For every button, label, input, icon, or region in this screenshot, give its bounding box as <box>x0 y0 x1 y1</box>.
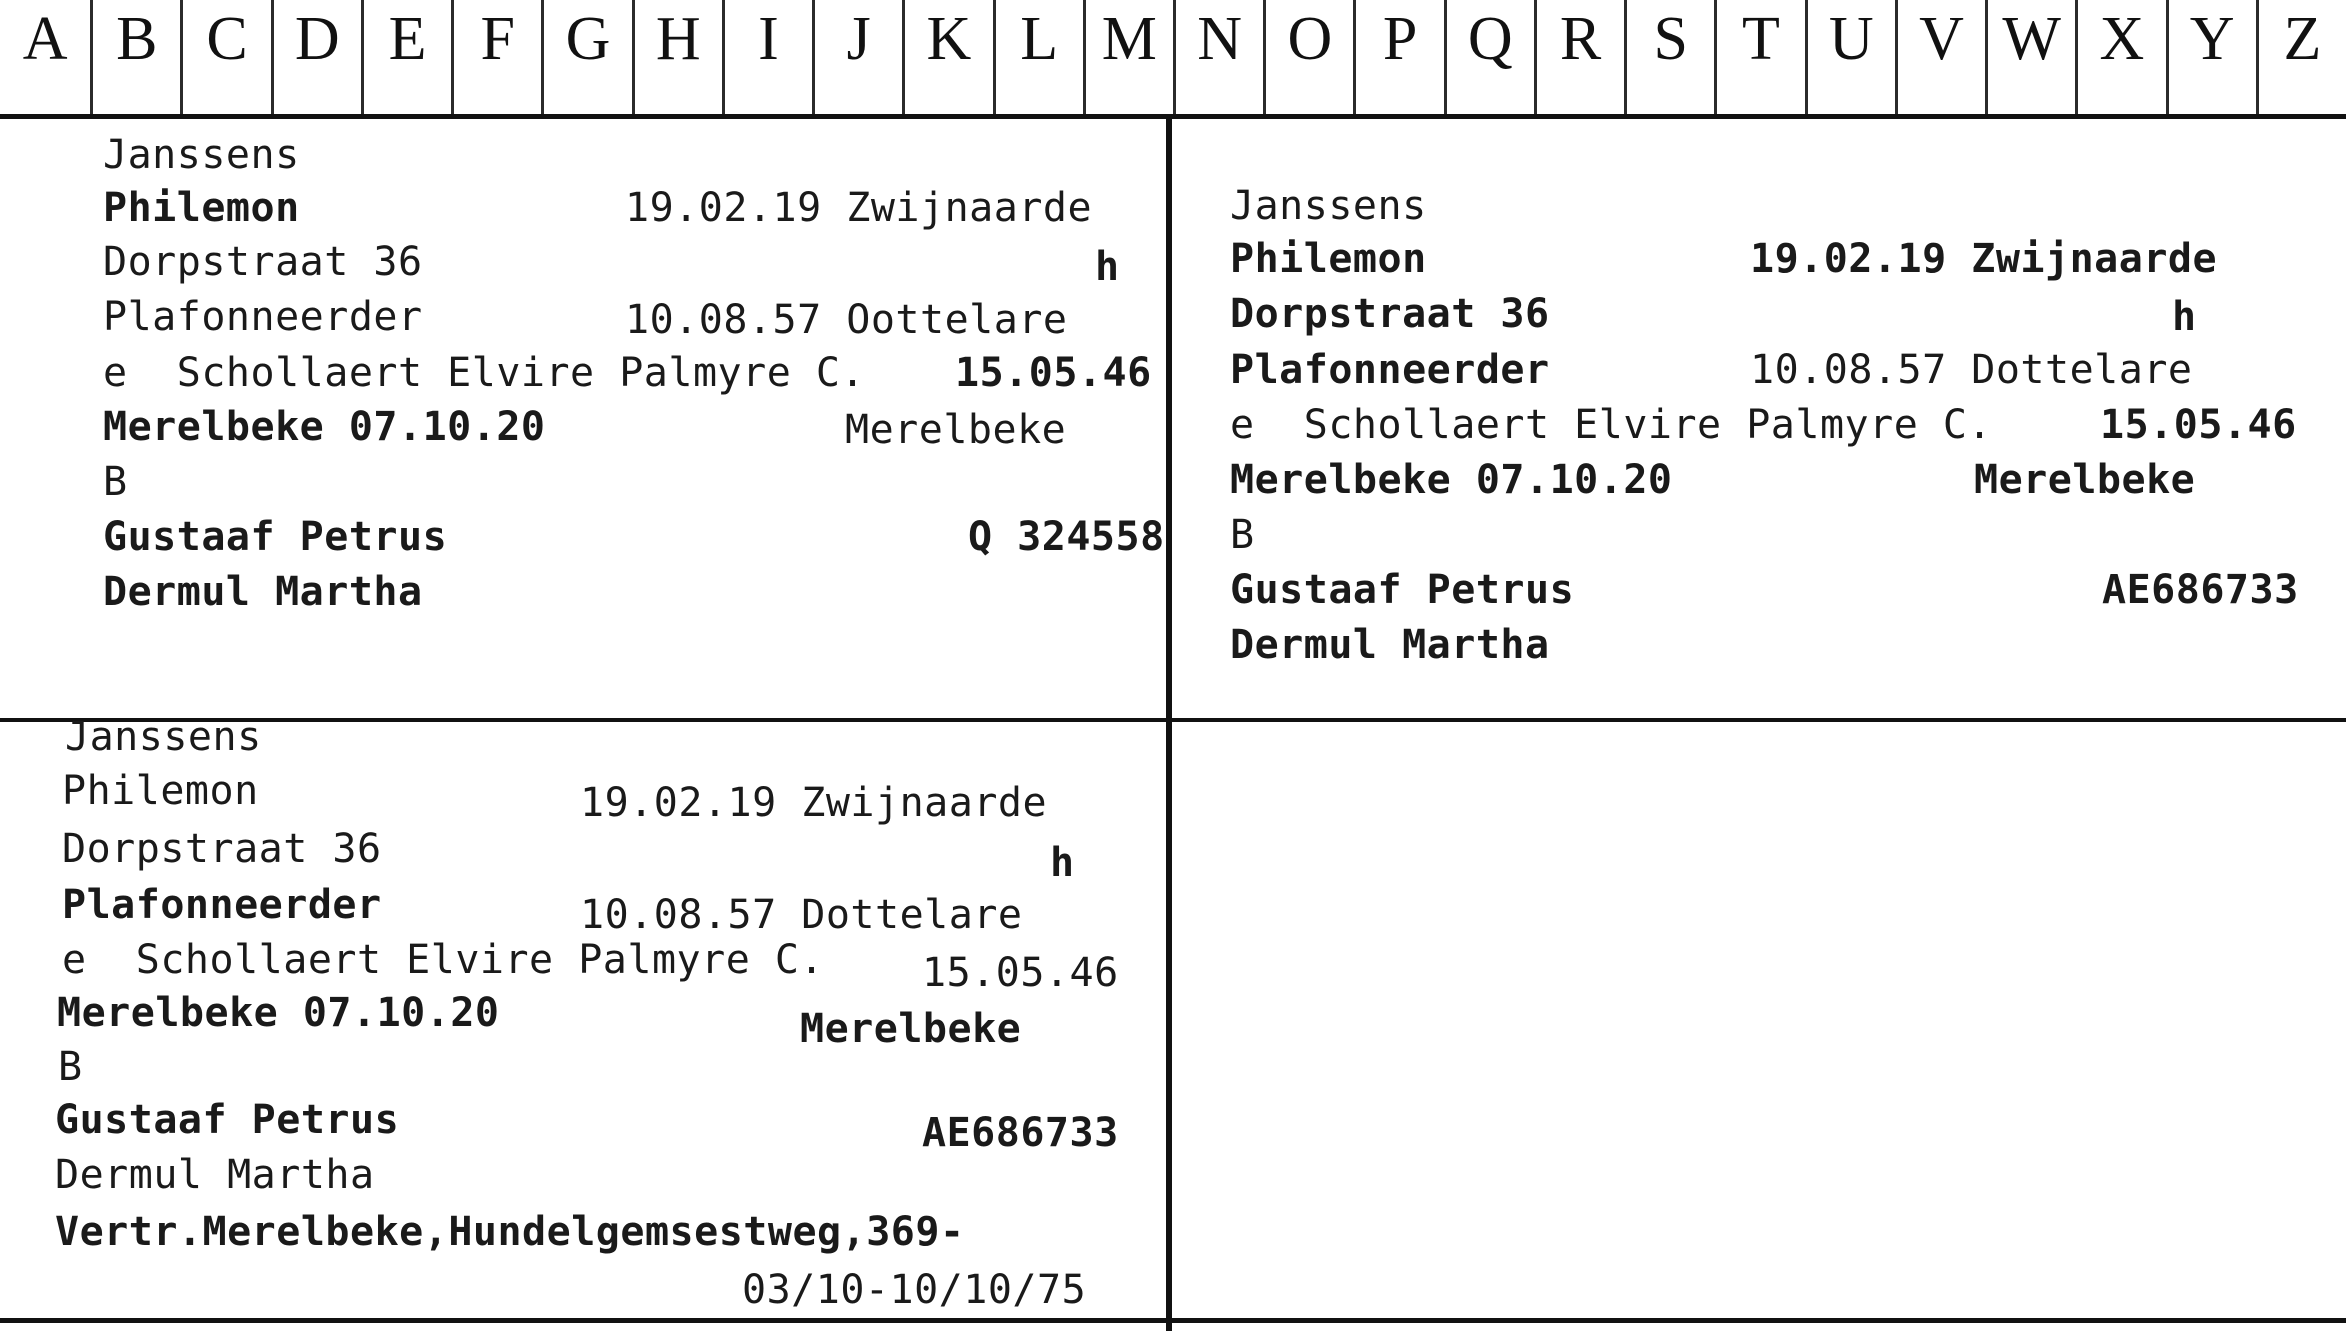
alphabet-tab-m: M <box>1083 0 1173 115</box>
alphabet-tab-y: Y <box>2166 0 2256 115</box>
card-spouse-date: 15.05.46 <box>2100 402 2297 448</box>
card-marker-b: B <box>103 459 128 505</box>
alphabet-tab-f: F <box>451 0 541 115</box>
card-marker-h: h <box>1050 840 1075 886</box>
card-profession: Plafonneerder <box>1230 347 1550 393</box>
card-marker-h: h <box>2172 294 2197 340</box>
card-firstname: Philemon <box>62 768 259 814</box>
card-spouse: e Schollaert Elvire Palmyre C. <box>62 937 825 983</box>
card-marker-h: h <box>1095 244 1120 290</box>
card-departure-date: 03/10-10/10/75 <box>742 1267 1087 1313</box>
card-mother: Dermul Martha <box>103 569 423 615</box>
card-marriage: 10.08.57 Oottelare <box>625 297 1068 343</box>
card-firstname: Philemon <box>1230 236 1427 282</box>
alphabet-tab-x: X <box>2075 0 2165 115</box>
card-spouse-birth: Merelbeke 07.10.20 <box>103 404 546 450</box>
alphabet-tab-h: H <box>632 0 722 115</box>
card-mother: Dermul Martha <box>1230 622 1550 668</box>
alphabet-tab-e: E <box>361 0 451 115</box>
card-spouse: e Schollaert Elvire Palmyre C. <box>103 350 866 396</box>
card-marker-b: B <box>1230 512 1255 558</box>
card-spouse-birth: Merelbeke 07.10.20 <box>1230 457 1673 503</box>
card-spouse-birthplace: Merelbeke <box>845 407 1067 453</box>
alphabet-tab-d: D <box>271 0 361 115</box>
card-spouse-birthplace: Merelbeke <box>800 1006 1022 1052</box>
alphabet-tab-c: C <box>180 0 270 115</box>
card-father: Gustaaf Petrus <box>55 1097 400 1143</box>
card-surname: Janssens <box>103 132 300 178</box>
alphabet-tab-a: A <box>22 5 68 73</box>
card-top-left <box>0 119 1166 718</box>
card-departure: Vertr.Merelbeke,Hundelgemsestweg,369- <box>55 1209 965 1255</box>
card-profession: Plafonneerder <box>103 294 423 340</box>
card-street: Dorpstraat 36 <box>1230 291 1550 337</box>
alphabet-tab-o: O <box>1263 0 1353 115</box>
alphabet-tab-n: N <box>1173 0 1263 115</box>
card-father: Gustaaf Petrus <box>103 514 448 560</box>
card-profession: Plafonneerder <box>62 882 382 928</box>
alphabet-tab-j: J <box>812 0 902 115</box>
card-birth: 19.02.19 Zwijnaarde <box>625 185 1093 231</box>
alphabet-index-strip <box>0 0 2346 115</box>
card-spouse-birth: Merelbeke 07.10.20 <box>57 990 500 1036</box>
card-id-number: Q 324558 <box>968 514 1165 560</box>
alphabet-tab-p: P <box>1353 0 1443 115</box>
card-marriage: 10.08.57 Dottelare <box>1750 347 2193 393</box>
card-father: Gustaaf Petrus <box>1230 567 1575 613</box>
alphabet-tab-r: R <box>1534 0 1624 115</box>
card-birth: 19.02.19 Zwijnaarde <box>1750 236 2218 282</box>
card-mother: Dermul Martha <box>55 1152 375 1198</box>
card-street: Dorpstraat 36 <box>103 239 423 285</box>
card-spouse-date: 15.05.46 <box>955 350 1152 396</box>
card-id-number: AE686733 <box>922 1110 1119 1156</box>
card-marker-b: B <box>58 1044 83 1090</box>
card-bottom-divider <box>0 1318 2346 1323</box>
card-firstname: Philemon <box>103 185 300 231</box>
card-spouse-birthplace: Merelbeke <box>1974 457 2196 503</box>
card-spouse: e Schollaert Elvire Palmyre C. <box>1230 402 1993 448</box>
alphabet-tab-k: K <box>902 0 992 115</box>
card-surname: Janssens <box>65 714 262 760</box>
card-street: Dorpstraat 36 <box>62 826 382 872</box>
alphabet-tab-i: I <box>722 0 812 115</box>
alphabet-tab-t: T <box>1714 0 1804 115</box>
card-birth: 19.02.19 Zwijnaarde <box>580 780 1048 826</box>
card-surname: Janssens <box>1230 183 1427 229</box>
alphabet-tab-q: Q <box>1444 0 1534 115</box>
alphabet-tab-s: S <box>1624 0 1714 115</box>
alphabet-tab-u: U <box>1805 0 1895 115</box>
alphabet-tab-w: W <box>1985 0 2075 115</box>
alphabet-tab-l: L <box>993 0 1083 115</box>
alphabet-tab-g: G <box>541 0 631 115</box>
alphabet-tab-v: V <box>1895 0 1985 115</box>
card-marriage: 10.08.57 Dottelare <box>580 892 1023 938</box>
card-top-right <box>1172 119 2346 718</box>
card-id-number: AE686733 <box>2102 567 2299 613</box>
alphabet-tab-b: B <box>90 0 180 115</box>
card-bottom-left <box>0 714 1166 1318</box>
card-spouse-date: 15.05.46 <box>922 950 1119 996</box>
card-bottom-right-empty <box>1172 722 2346 1318</box>
alphabet-tab-z: Z <box>2256 0 2346 115</box>
